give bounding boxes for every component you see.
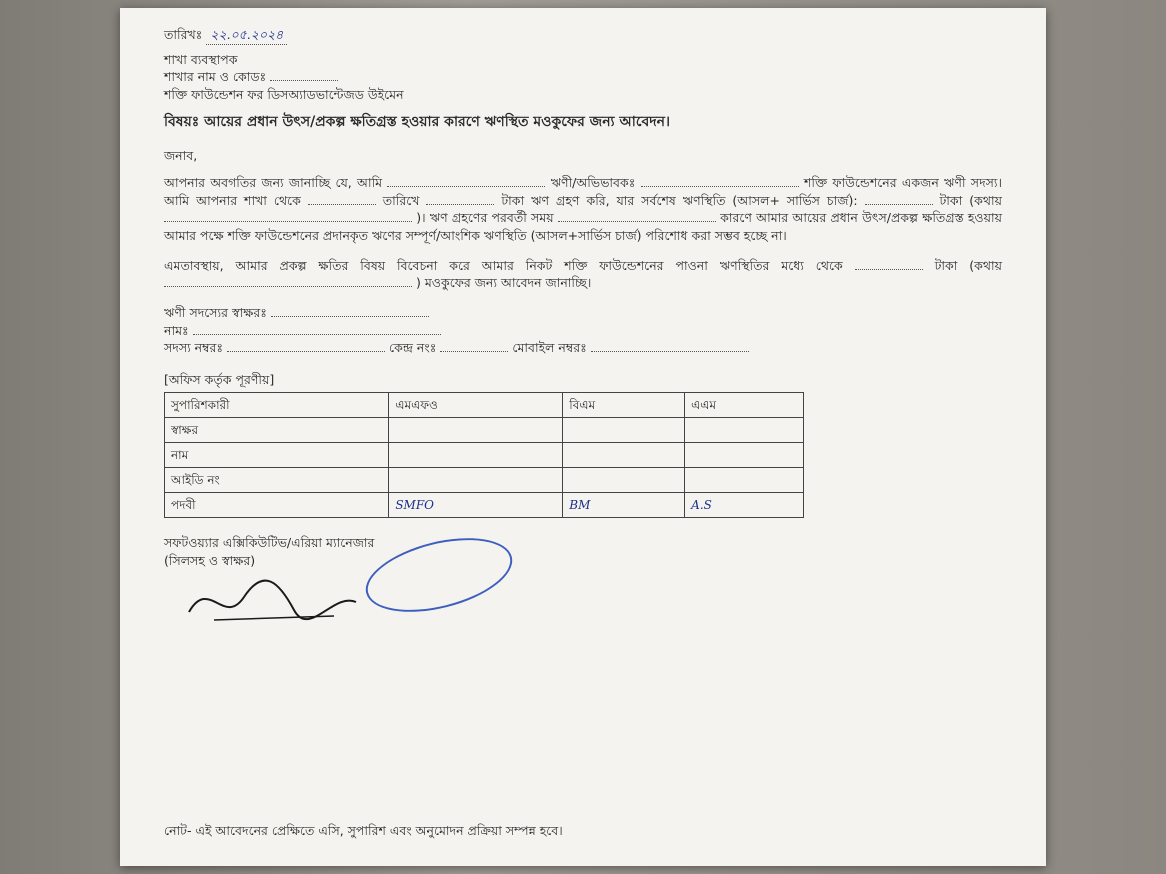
subject-line: বিষয়ঃ আয়ের প্রধান উৎস/প্রকল্প ক্ষতিগ্রস্ত হওয়ার কারণে ঋণস্থিত মওকুফের জন্য আবেদন। bbox=[164, 114, 670, 130]
table-cell bbox=[389, 468, 563, 493]
para1-text-6: টাকা (কথায় bbox=[939, 192, 1002, 208]
member-signature-label: ঋণী সদস্যের স্বাক্ষরঃ bbox=[164, 305, 267, 321]
para2-text-1: এমতাবস্থায়, আমার প্রকল্প ক্ষতির বিষয় বিবেচনা করে আমার নিকট শক্তি ফাউন্ডেশনের পাওনা ঋণস্থিতির মধ্যে থেকে bbox=[164, 257, 843, 273]
date-value: ২২.০৫.২০২৪ bbox=[206, 26, 287, 45]
para1-text-5: টাকা ঋণ গ্রহণ করি, যার সর্বশেষ ঋণস্থিতি (আসল+ সার্ভিস চার্জ): bbox=[501, 192, 858, 208]
row-label-designation: পদবী bbox=[165, 493, 389, 518]
loan-amount-field bbox=[426, 204, 494, 205]
table-cell bbox=[685, 468, 804, 493]
table-header-cell: বিএম bbox=[563, 393, 685, 418]
manager-approval-block bbox=[164, 534, 1002, 652]
para1-text-1: আপনার অবগতির জন্য জানাচ্ছি যে, আমি bbox=[164, 175, 383, 191]
member-no-label: সদস্য নম্বরঃ bbox=[164, 340, 224, 356]
row-label-name: নাম bbox=[165, 443, 389, 468]
branch-label: শাখার নাম ও কোডঃ bbox=[164, 69, 267, 84]
para1-text-3: শক্তি ফাউন্ডেশনের একজন ঋণী সদস্য। আমি আপনার শাখা থেকে bbox=[164, 175, 1002, 208]
branch-value bbox=[270, 80, 338, 81]
member-name-value bbox=[193, 334, 441, 335]
row-label-id: আইডি নং bbox=[165, 468, 389, 493]
center-label: কেন্দ্র নংঃ bbox=[389, 340, 437, 356]
borrower-name-field bbox=[387, 186, 545, 187]
table-header-cell: সুপারিশকারী bbox=[165, 393, 389, 418]
body-paragraph-2 bbox=[164, 257, 1002, 292]
para1-text-2: ঋণী/অভিভাবকঃ bbox=[550, 175, 636, 191]
salutation: জনাব, bbox=[164, 147, 198, 163]
member-no-value bbox=[227, 351, 385, 352]
addressee-line1: শাখা ব্যবস্থাপক bbox=[164, 51, 238, 67]
table-row bbox=[165, 418, 804, 443]
para1-text-7: )। ঋণ গ্রহণের পরবর্তী সময় bbox=[416, 210, 554, 226]
table-header-cell: এএম bbox=[685, 393, 804, 418]
guardian-field bbox=[641, 186, 799, 187]
table-cell: BM bbox=[563, 493, 685, 518]
member-ids-line bbox=[164, 339, 1002, 357]
office-use-title: [অফিস কর্তৃক পূরণীয়] bbox=[164, 371, 275, 387]
balance-field bbox=[865, 204, 933, 205]
table-cell bbox=[563, 468, 685, 493]
member-signature-line bbox=[164, 304, 1002, 322]
table-cell bbox=[563, 443, 685, 468]
table-cell bbox=[389, 443, 563, 468]
table-row bbox=[165, 443, 804, 468]
center-value bbox=[440, 351, 508, 352]
table-cell bbox=[685, 418, 804, 443]
waiver-amount-field bbox=[855, 269, 923, 270]
cause-field bbox=[558, 221, 716, 222]
manager-sub-label: (সিলসহ ও স্বাক্ষর) bbox=[164, 553, 256, 569]
table-cell: SMFO bbox=[389, 493, 563, 518]
addressee-line2 bbox=[164, 68, 1002, 86]
recommendation-table bbox=[164, 392, 804, 518]
table-header-cell: এমএফও bbox=[389, 393, 563, 418]
date-label: তারিখঃ bbox=[164, 27, 203, 42]
table-row bbox=[165, 493, 804, 518]
member-name-line bbox=[164, 322, 1002, 340]
document-page bbox=[120, 8, 1046, 866]
para1-text-8: কারণে আমার আয়ের প্রধান উৎস/প্রকল্প ক্ষতিগ্রস্ত হওয়ায় আমার পক্ষে শক্তি ফাউন্ডেশনের প্রদানকৃত ঋণের সম্পূর্ণ/আংশিক ঋণস্থিতি (আসল+সার্ভিস চার্জ) পরিশোধ করা সম্ভব হচ্ছে না। bbox=[164, 210, 1002, 243]
mobile-label: মোবাইল নম্বরঃ bbox=[512, 340, 587, 356]
member-name-label: নামঃ bbox=[164, 322, 189, 338]
mobile-value bbox=[591, 351, 749, 352]
body-paragraph-1 bbox=[164, 174, 1002, 244]
manager-signature bbox=[184, 572, 364, 632]
waiver-amount-words-field bbox=[164, 286, 412, 287]
para2-text-2: টাকা (কথায় bbox=[934, 257, 1002, 273]
addressee-line3: শক্তি ফাউন্ডেশন ফর ডিসঅ্যাডভান্টেজড উইমেন bbox=[164, 86, 404, 102]
footnote: নোট- এই আবেদনের প্রেক্ষিতে এসি, সুপারিশ এবং অনুমোদন প্রক্রিয়া সম্পন্ন হবে। bbox=[164, 823, 563, 838]
table-row bbox=[165, 468, 804, 493]
para1-text-4: তারিখে bbox=[382, 192, 420, 208]
loan-date-field bbox=[308, 204, 376, 205]
date-line bbox=[164, 26, 1002, 45]
member-signature bbox=[271, 316, 429, 317]
table-header-row bbox=[165, 393, 804, 418]
table-cell: A.S bbox=[685, 493, 804, 518]
balance-words-field bbox=[164, 221, 412, 222]
table-cell bbox=[389, 418, 563, 443]
manager-label: সফটওয়্যার এক্সিকিউটিভ/এরিয়া ম্যানেজার bbox=[164, 535, 375, 551]
official-stamp bbox=[358, 525, 520, 625]
table-cell bbox=[685, 443, 804, 468]
para2-text-3: ) মওকুফের জন্য আবেদন জানাচ্ছি। bbox=[415, 275, 592, 291]
row-label-signature: স্বাক্ষর bbox=[165, 418, 389, 443]
table-cell bbox=[563, 418, 685, 443]
